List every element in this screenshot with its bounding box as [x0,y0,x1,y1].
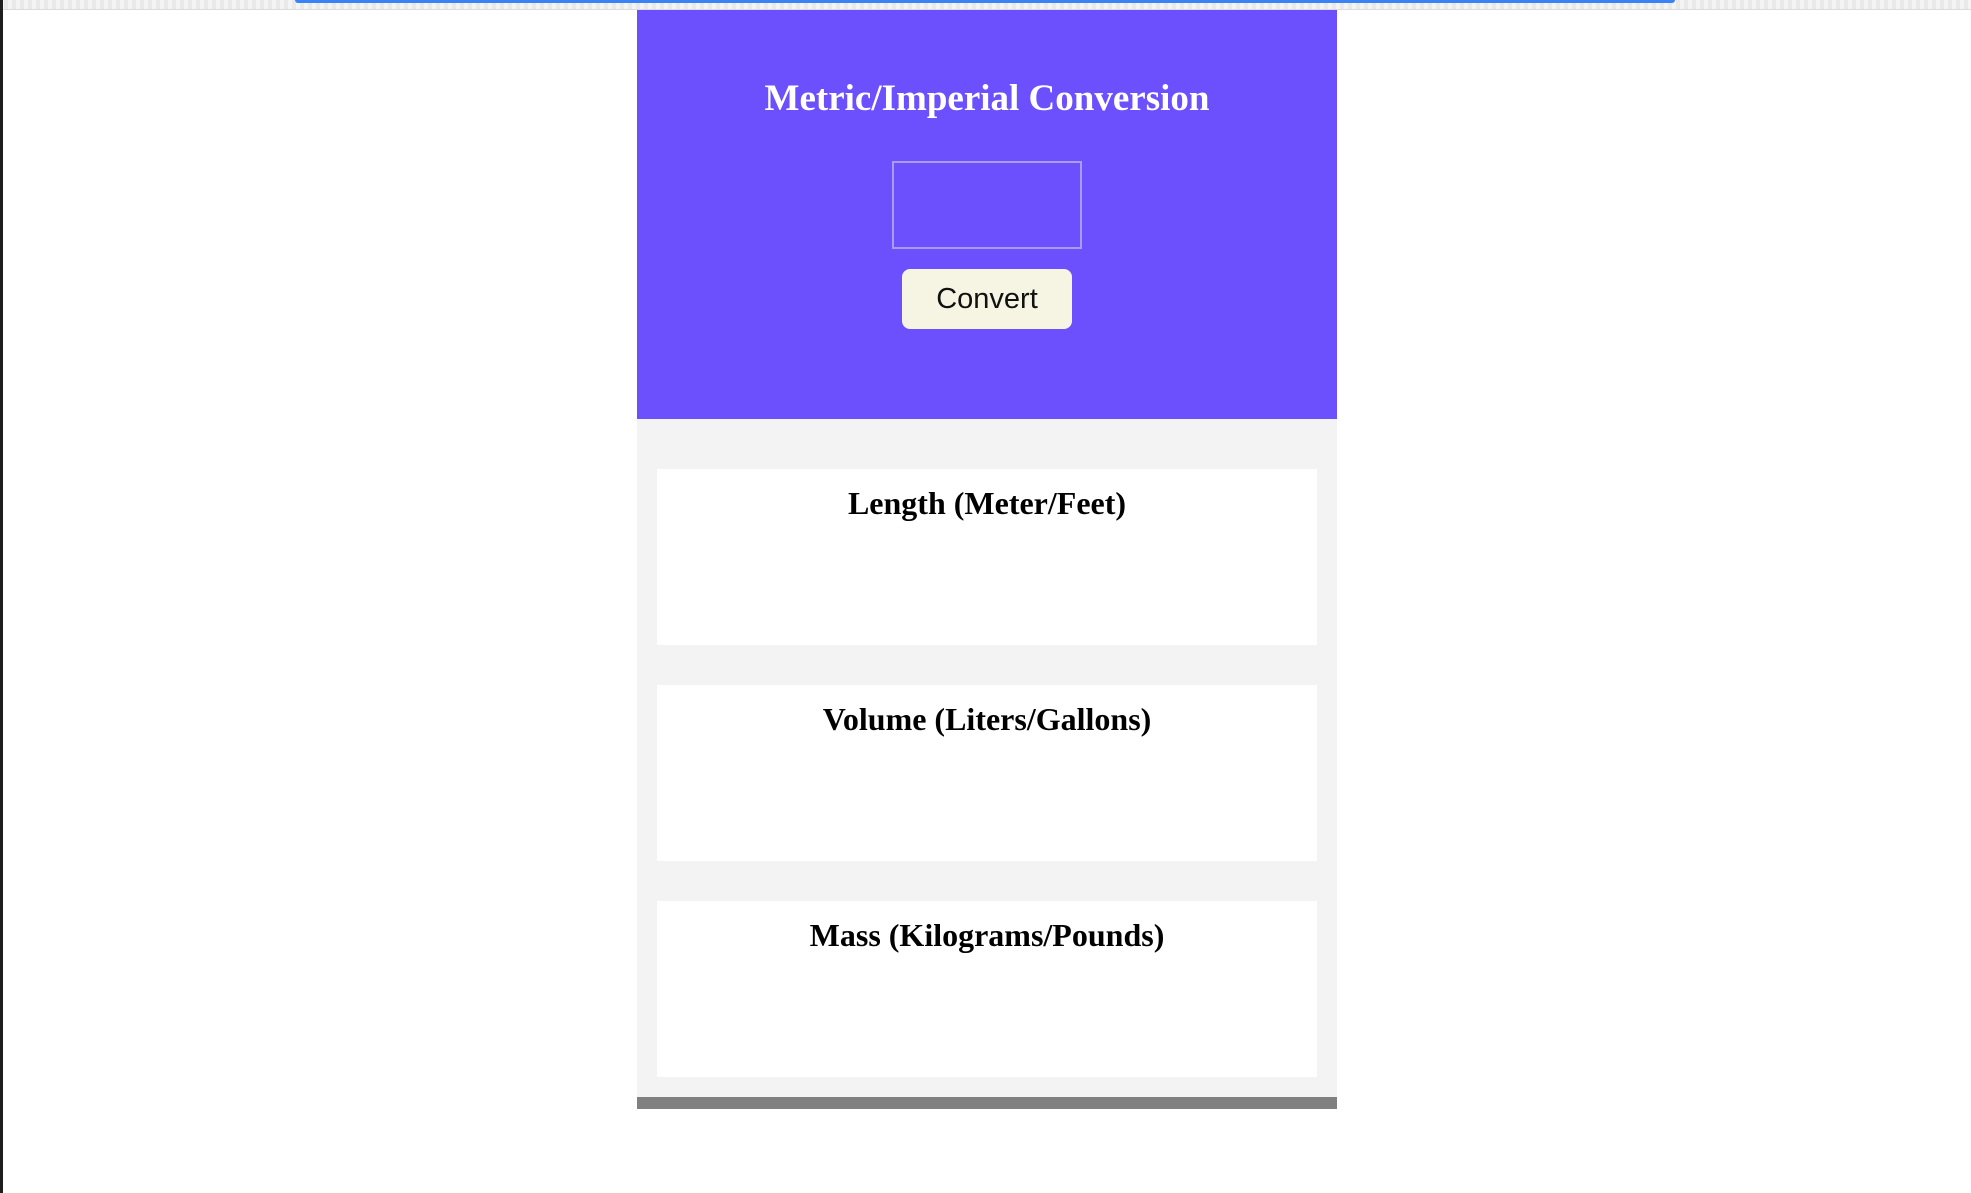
page-title: Metric/Imperial Conversion [764,78,1210,119]
window-left-edge [0,0,3,1193]
volume-card-title: Volume (Liters/Gallons) [822,701,1152,737]
converter-app [637,10,1337,1109]
volume-card [657,685,1317,861]
hero-panel [637,10,1337,419]
mass-card-title: Mass (Kilograms/Pounds) [809,917,1165,953]
footer-bar [637,1097,1337,1109]
value-input[interactable] [892,161,1082,249]
length-card [657,469,1317,645]
length-card-title: Length (Meter/Feet) [847,485,1127,521]
mass-card [657,901,1317,1077]
results-panel [637,419,1337,1097]
browser-focus-accent [295,0,1675,3]
convert-button[interactable]: Convert [902,269,1072,329]
